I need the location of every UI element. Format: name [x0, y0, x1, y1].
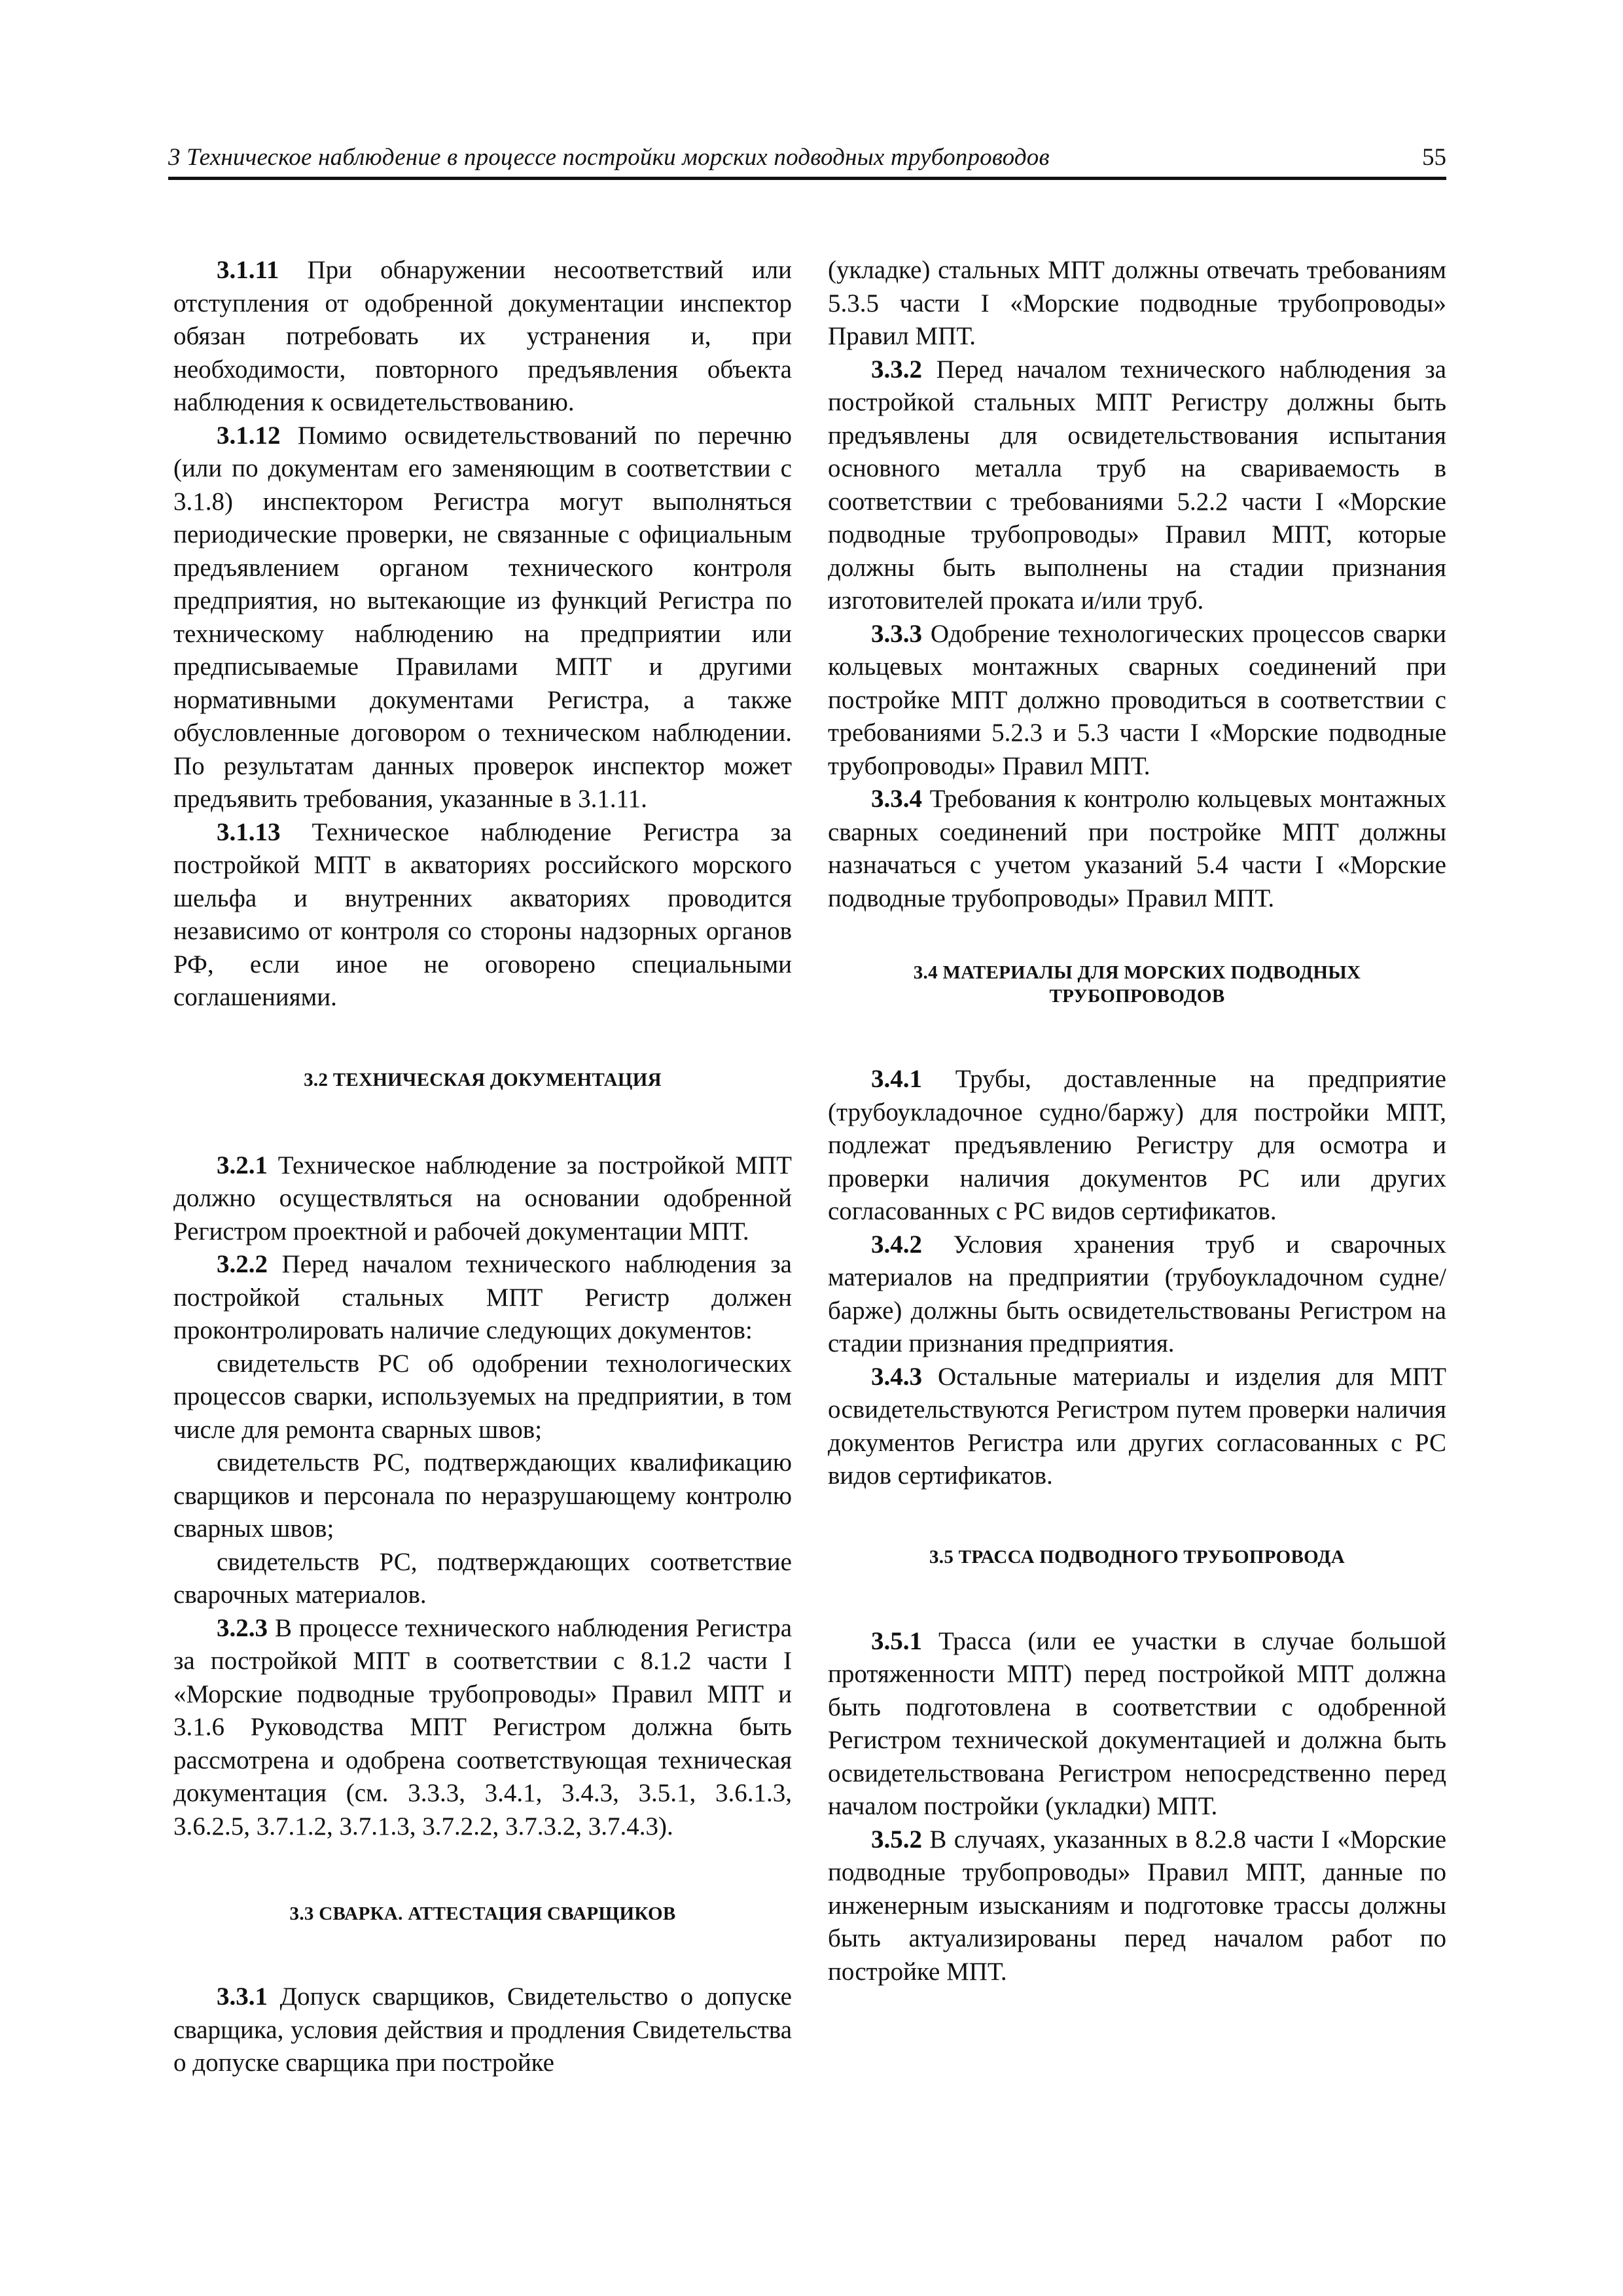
paragraph-text: Одобрение технологических процессов сварки кольцевых монтажных сварных соединений при постройке МПТ должно проводиться в соответствии с требованиями 5.2.3 и 5.3 части I «Морские подводные трубопроводы» Правил МПТ. — [828, 619, 1446, 780]
paragraph-text: Трасса (или ее участки в случае большой протяженности МПТ) перед постройкой МПТ должна быть подготовлена в соответствии с одобренной Регистром технической документацией и должна быть освидетельствована Регистром непосредственно перед началом постройки (укладки) МПТ. — [828, 1626, 1446, 1820]
paragraph-3-5-1 — [828, 1625, 1446, 1823]
spacer — [828, 1569, 1446, 1625]
section-heading-3-3: 3.3 СВАРКА. АТТЕСТАЦИЯ СВАРЩИКОВ — [289, 1903, 676, 1924]
paragraph-3-3-4 — [828, 783, 1446, 915]
paragraph-3-4-1 — [828, 1063, 1446, 1229]
clause-number: 3.4.2 — [871, 1230, 922, 1259]
list-item: свидетельств РС об одобрении технологических процессов сварки, используемых на предприятии, в том числе для ремонта сварных швов; — [173, 1349, 792, 1444]
clause-number: 3.5.2 — [871, 1825, 922, 1854]
clause-number: 3.3.1 — [217, 1982, 268, 2011]
paragraph-text: Требования к контролю кольцевых монтажных сварных соединений при постройке МПТ должны назначаться с учетом указаний 5.4 части I «Морские подводные трубопроводы» Правил МПТ. — [828, 785, 1446, 912]
paragraph-text: В случаях, указанных в 8.2.8 части I «Морские подводные трубопроводы» Правил МПТ, данные по инженерным изысканиям и подготовке трассы должны быть актуализированы перед началом работ по постройке МПТ. — [828, 1825, 1446, 1986]
spacer — [173, 1092, 792, 1149]
page-number: 55 — [1422, 144, 1446, 171]
paragraph-3-1-12 — [173, 420, 792, 816]
paragraph-3-3-3 — [828, 618, 1446, 783]
spacer — [173, 1926, 792, 1981]
clause-number: 3.4.1 — [871, 1065, 922, 1093]
list-item: свидетельств РС, подтверждающих соответствие сварочных материалов. — [173, 1547, 792, 1609]
paragraph-text: Перед началом технического наблюдения за постройкой стальных МПТ Регистр должен проконтролировать наличие следующих документов: — [173, 1250, 792, 1344]
spacer — [828, 915, 1446, 961]
paragraph-text: Допуск сварщиков, Свидетельство о допуске сварщика, условия действия и продления Свидетельства о допуске сварщика при постройке — [173, 1982, 792, 2077]
list-item: свидетельств РС, подтверждающих квалификацию сварщиков и персонала по неразрушающему контролю сварных швов; — [173, 1448, 792, 1543]
clause-number: 3.4.3 — [871, 1362, 922, 1391]
paragraph-3-2-3 — [173, 1612, 792, 1844]
paragraph-3-1-13 — [173, 816, 792, 1014]
right-column — [828, 254, 1446, 2204]
spacer — [173, 1014, 792, 1068]
paragraph-3-2-2 — [173, 1248, 792, 1348]
paragraph-text: Помимо освидетельствований по перечню (или по документам его заменяющим в соответствии с 3.1.8) инспектором Регистра могут выполняться периодические проверки, не связанные с официальным предъявлением органом технического контроля предприятия, но вытекающие из функций Регистра по техническому наблюдению на предприятии или предписываемые Правилами МПТ и другими нормативными документами Регистра, а также обусловленные договором о техническом наблюдении. По результатам данных проверок инспектор может предъявить требования, указанные в 3.1.11. — [173, 421, 792, 813]
paragraph-text: Техническое наблюдение за постройкой МПТ должно осуществляться на основании одобренной Регистром проектной и рабочей документации МПТ. — [173, 1151, 792, 1246]
spacer — [173, 1843, 792, 1902]
section-heading-3-2: 3.2 ТЕХНИЧЕСКАЯ ДОКУМЕНТАЦИЯ — [304, 1069, 662, 1090]
paragraph-text: Трубы, доставленные на предприятие (трубоукладочное судно/баржу) для постройки МПТ, подлежат предъявлению Регистру для осмотра и проверки наличия документов РС или других согласованных с РС видов сертификатов. — [828, 1065, 1446, 1225]
clause-number: 3.3.4 — [871, 785, 922, 813]
section-heading-3-4 — [828, 961, 1446, 1008]
paragraph-3-5-2 — [828, 1823, 1446, 1989]
clause-number: 3.2.2 — [217, 1250, 268, 1278]
paragraph-3-4-3 — [828, 1361, 1446, 1493]
heading-line: 3.4 МАТЕРИАЛЫ ДЛЯ МОРСКИХ ПОДВОДНЫХ — [913, 962, 1361, 983]
paragraph-3-2-1 — [173, 1149, 792, 1249]
clause-number: 3.1.13 — [217, 817, 281, 846]
clause-number: 3.5.1 — [871, 1626, 922, 1655]
paragraph-text: В процессе технического наблюдения Регистра за постройкой МПТ в соответствии с 8.1.2 части I «Морские подводные трубопроводы» Правил МПТ и 3.1.6 Руководства МПТ Регистром должна быть рассмотрена и одобрена соответствующая техническая документация (см. 3.3.3, 3.4.1, 3.4.3, 3.5.1, 3.6.1.3, 3.6.2.5, 3.7.1.2, 3.7.1.3, 3.7.2.2, 3.7.3.2, 3.7.4.3). — [173, 1613, 792, 1840]
spacer — [828, 1008, 1446, 1063]
clause-number: 3.1.12 — [217, 421, 281, 450]
page-header — [168, 143, 1446, 180]
left-column — [173, 254, 792, 2204]
clause-number: 3.3.3 — [871, 619, 922, 648]
paragraph-text: Перед началом технического наблюдения за постройкой стальных МПТ Регистру должны быть предъявлены для освидетельствования испытания основного металла труб на свариваемость в соответствии с требованиями 5.2.2 части I «Морские подводные трубопроводы» Правил МПТ, которые должны быть выполнены на стадии признания изготовителей проката и/или труб. — [828, 355, 1446, 615]
heading-line: ТРУБОПРОВОДОВ — [1049, 986, 1225, 1007]
clause-number: 3.2.3 — [217, 1613, 268, 1642]
clause-number: 3.3.2 — [871, 355, 922, 384]
paragraph-text: Условия хранения труб и сварочных материалов на предприятии (трубоукладочном судне/барже) должны быть освидетельствованы Регистром на стадии признания предприятия. — [828, 1230, 1446, 1357]
paragraph-3-4-2 — [828, 1229, 1446, 1361]
spacer — [828, 1493, 1446, 1545]
paragraph-text: Техническое наблюдение Регистра за постройкой МПТ в акваториях российского морского шельфа и внутренних акваториях проводится независимо от контроля со стороны надзорных органов РФ, если иное не оговорено специальными соглашениями. — [173, 817, 792, 1011]
paragraph-3-3-2 — [828, 353, 1446, 618]
paragraph-text: При обнаружении несоответствий или отступления от одобренной документации инспектор обязан потребовать их устранения и, при необходимости, повторного предъявления объекта наблюдения к освидетельствованию. — [173, 256, 792, 416]
running-header-title: 3 Техническое наблюдение в процессе постройки морских подводных трубопроводов — [168, 144, 1050, 171]
clause-number: 3.1.11 — [217, 256, 279, 284]
paragraph-3-1-11 — [173, 254, 792, 420]
paragraph-3-3-1 — [173, 1981, 792, 2080]
paragraph-3-3-1-continued: (укладке) стальных МПТ должны отвечать требованиям 5.3.5 части I «Морские подводные трубопроводы» Правил МПТ. — [828, 256, 1446, 350]
paragraph-text: Остальные материалы и изделия для МПТ освидетельствуются Регистром путем проверки наличия документов Регистра или других согласованных с РС видов сертификатов. — [828, 1362, 1446, 1490]
clause-number: 3.2.1 — [217, 1151, 268, 1179]
section-heading-3-5: 3.5 ТРАССА ПОДВОДНОГО ТРУБОПРОВОДА — [929, 1546, 1346, 1568]
